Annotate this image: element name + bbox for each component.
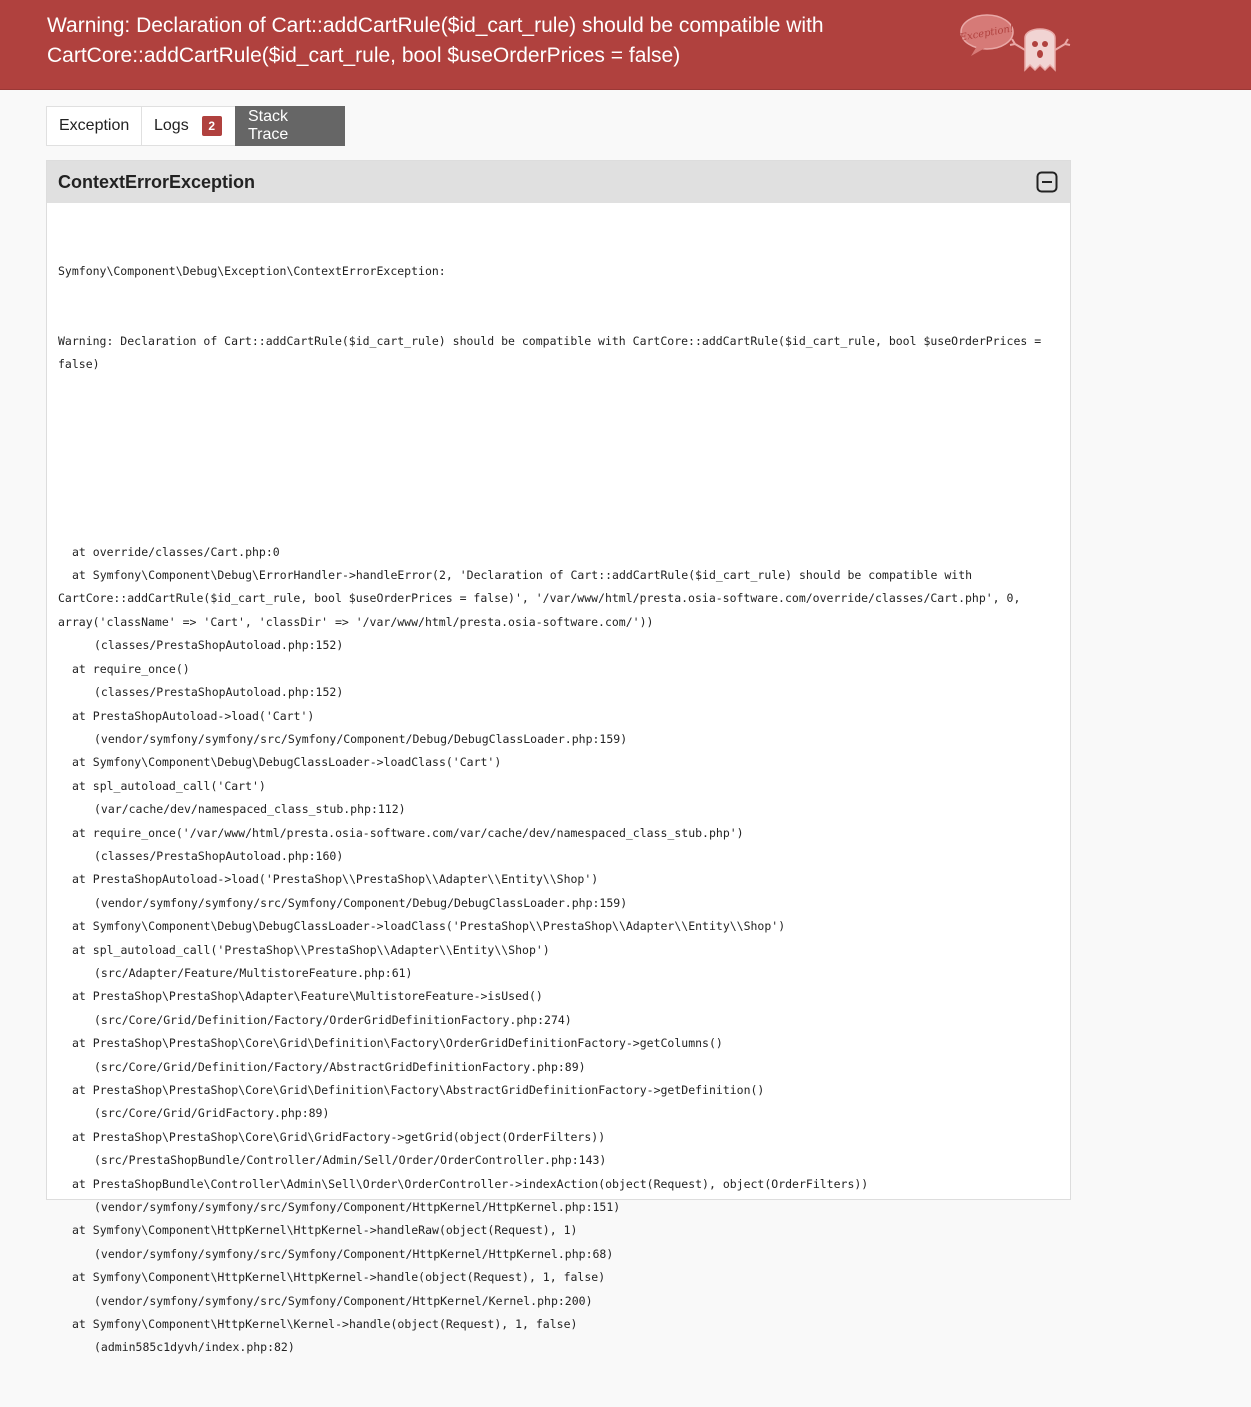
exception-panel [46, 160, 1071, 1355]
trace-frame-file: (vendor/symfony/symfony/src/Symfony/Component/HttpKernel/HttpKernel.php:151) [94, 1200, 621, 1215]
trace-frame-file: (vendor/symfony/symfony/src/Symfony/Component/Debug/DebugClassLoader.php:159) [94, 731, 628, 746]
trace-frame-call: at Symfony\Component\HttpKernel\HttpKernel->handleRaw(object(Request), 1) [72, 1223, 578, 1238]
trace-frame-file: (classes/PrestaShopAutoload.php:152) [94, 685, 344, 700]
trace-frame-file: (src/Adapter/Feature/MultistoreFeature.php:61) [94, 965, 413, 980]
logs-count-badge: 2 [202, 116, 222, 136]
trace-frame-call: at spl_autoload_call('PrestaShop\\PrestaShop\\Adapter\\Entity\\Shop') [72, 942, 550, 957]
trace-frame-call: at PrestaShopAutoload->load('Cart') [72, 708, 315, 723]
trace-frame-call: at require_once() [72, 661, 190, 676]
error-title: Warning: Declaration of Cart::addCartRule($id_cart_rule) should be compatible with CartCore::addCartRule($id_cart_rule, bool $useOrderPrices = false) [47, 14, 824, 67]
trace-frame-file: (vendor/symfony/symfony/src/Symfony/Component/HttpKernel/Kernel.php:200) [94, 1293, 593, 1308]
tab-exception-label: Exception [59, 117, 130, 134]
trace-frame-call: at spl_autoload_call('Cart') [72, 778, 266, 793]
spacer [58, 424, 1059, 447]
trace-frame-call: at PrestaShop\PrestaShop\Adapter\Feature\MultistoreFeature->isUsed() [72, 989, 543, 1004]
panel-header [47, 161, 1070, 203]
trace-frame-file: (src/PrestaShopBundle/Controller/Admin/Sell/Order/OrderController.php:143) [94, 1153, 607, 1168]
trace-frame-call: at Symfony\Component\HttpKernel\HttpKernel->handle(object(Request), 1, false) [72, 1270, 606, 1285]
tab-logs-label: Logs [154, 117, 189, 134]
trace-frame-call: at Symfony\Component\Debug\DebugClassLoader->loadClass('Cart') [72, 755, 502, 770]
trace-frame-call: at Symfony\Component\Debug\ErrorHandler->handleError(2, 'Declaration of Cart::addCartRule($id_cart_rule) should be compatible with CartCore::addCartRule($id_cart_rule, bool $useOrderPrices = false)', '/var/www/html/presta.osia-software.com/override/classes/Cart.php', 0, array('className' => 'Cart', 'classDir' => '/var/www/html/presta.osia-software.com/')) [58, 568, 1028, 629]
stack-trace [47, 203, 1070, 1407]
exception-ghost-logo [955, 8, 1075, 83]
trace-frame-call: at Symfony\Component\HttpKernel\Kernel->handle(object(Request), 1, false) [72, 1317, 578, 1332]
trace-frame-file: (src/Core/Grid/Definition/Factory/OrderGridDefinitionFactory.php:274) [94, 1012, 572, 1027]
trace-frame-file: (vendor/symfony/symfony/src/Symfony/Component/Debug/DebugClassLoader.php:159) [94, 895, 628, 910]
trace-frame-file: (admin585c1dyvh/index.php:82) [94, 1340, 295, 1355]
trace-frame-file: (vendor/symfony/symfony/src/Symfony/Component/HttpKernel/HttpKernel.php:68) [94, 1246, 614, 1261]
error-header [0, 0, 1251, 90]
trace-frame-call: at require_once('/var/www/html/presta.osia-software.com/var/cache/dev/namespaced_class_stub.php') [72, 825, 744, 840]
exception-message-line: Warning: Declaration of Cart::addCartRule($id_cart_rule) should be compatible with CartCore::addCartRule($id_cart_rule, bool $useOrderPrices = false) [58, 334, 1049, 372]
trace-frame-call: at PrestaShopBundle\Controller\Admin\Sell\Order\OrderController->indexAction(object(Request), object(OrderFilters)) [72, 1176, 869, 1191]
trace-frame-file: (var/cache/dev/namespaced_class_stub.php:112) [94, 802, 406, 817]
trace-frames [58, 541, 1059, 1360]
exception-class-title: ContextErrorException [58, 172, 256, 192]
logo-text: Exception! [959, 23, 1015, 44]
trace-frame-call: at PrestaShopAutoload->load('PrestaShop\\PrestaShop\\Adapter\\Entity\\Shop') [72, 872, 599, 887]
tab-bar [46, 106, 344, 146]
trace-frame-file: (src/Core/Grid/GridFactory.php:89) [94, 1106, 330, 1121]
collapse-icon[interactable] [1036, 171, 1058, 193]
trace-frame-file: (src/Core/Grid/Definition/Factory/AbstractGridDefinitionFactory.php:89) [94, 1059, 586, 1074]
trace-frame-call: at override/classes/Cart.php:0 [72, 544, 280, 559]
trace-frame-call: at PrestaShop\PrestaShop\Core\Grid\GridFactory->getGrid(object(OrderFilters)) [72, 1129, 606, 1144]
exception-class-line: Symfony\Component\Debug\Exception\ContextErrorException: [58, 263, 446, 278]
trace-frame-file: (classes/PrestaShopAutoload.php:152) [94, 638, 344, 653]
trace-frame-file: (classes/PrestaShopAutoload.php:160) [94, 848, 344, 863]
tab-logs[interactable] [141, 106, 236, 146]
tab-exception[interactable] [46, 106, 142, 146]
tab-stack-trace[interactable] [235, 106, 345, 146]
trace-frame-call: at PrestaShop\PrestaShop\Core\Grid\Definition\Factory\AbstractGridDefinitionFactory->getDefinition() [72, 1083, 765, 1098]
tab-stack-trace-label: Stack Trace [248, 108, 289, 143]
trace-frame-call: at PrestaShop\PrestaShop\Core\Grid\Definition\Factory\OrderGridDefinitionFactory->getColumns() [72, 1036, 723, 1051]
trace-frame-call: at Symfony\Component\Debug\DebugClassLoader->loadClass('PrestaShop\\PrestaShop\\Adapter\\Entity\\Shop') [72, 919, 786, 934]
